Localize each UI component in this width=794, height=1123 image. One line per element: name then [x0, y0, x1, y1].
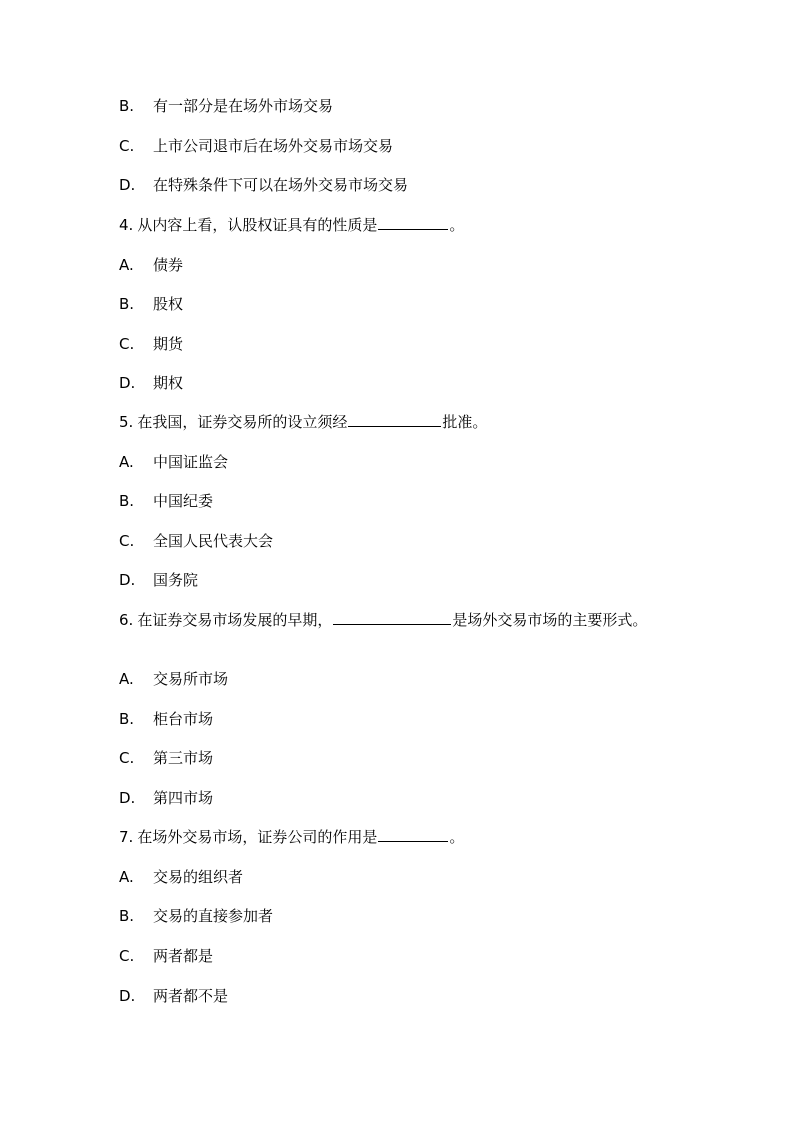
option-text: 在特殊条件下可以在场外交易市场交易	[153, 176, 409, 194]
option-letter: A.	[119, 453, 134, 471]
option-letter: D.	[119, 789, 136, 807]
q6-option-d	[119, 788, 213, 808]
q5-option-a	[119, 452, 228, 472]
option-text: 交易所市场	[153, 670, 229, 688]
option-text: 中国证监会	[153, 453, 229, 471]
answer-blank	[378, 215, 448, 230]
question-number: 5.	[119, 413, 134, 431]
option-text: 两者都是	[153, 947, 214, 965]
question-text-after: 。	[449, 216, 465, 234]
q7-option-c	[119, 946, 213, 966]
q4-option-c	[119, 334, 183, 354]
answer-blank	[333, 610, 451, 625]
option-letter: D.	[119, 571, 136, 589]
option-letter: B.	[119, 295, 135, 313]
option-text: 交易的直接参加者	[153, 907, 274, 925]
option-text: 全国人民代表大会	[153, 532, 274, 550]
question-text-before: 在我国，证券交易所的设立须经	[137, 413, 348, 431]
option-letter: B.	[119, 97, 135, 115]
q7-option-a	[119, 867, 243, 887]
question-text-after: 。	[449, 828, 465, 846]
q5-option-c	[119, 531, 273, 551]
option-text: 股权	[153, 295, 184, 313]
question-7	[119, 827, 464, 847]
option-letter: A.	[119, 670, 134, 688]
option-text: 期权	[153, 374, 184, 392]
option-text: 上市公司退市后在场外交易市场交易	[153, 137, 394, 155]
question-text-before: 在证券交易市场发展的早期，	[137, 611, 333, 629]
q4-option-a	[119, 255, 183, 275]
option-letter: A.	[119, 868, 134, 886]
question-text-after: 是场外交易市场的主要形式。	[452, 611, 648, 629]
option-text: 交易的组织者	[153, 868, 244, 886]
q6-option-a	[119, 669, 228, 689]
option-letter: C.	[119, 532, 135, 550]
question-text-before: 在场外交易市场，证券公司的作用是	[137, 828, 378, 846]
option-text: 柜台市场	[153, 710, 214, 728]
option-text: 国务院	[153, 571, 199, 589]
option-letter: D.	[119, 176, 136, 194]
option-text: 期货	[153, 335, 184, 353]
q7-option-d	[119, 986, 228, 1006]
answer-blank	[348, 412, 441, 427]
option-text: 有一部分是在场外市场交易	[153, 97, 334, 115]
option-text: 债券	[153, 256, 184, 274]
option-text: 第三市场	[153, 749, 214, 767]
option-letter: D.	[119, 987, 136, 1005]
q4-option-b	[119, 294, 183, 314]
question-6	[119, 610, 659, 630]
option-text: 两者都不是	[153, 987, 229, 1005]
option-letter: A.	[119, 256, 134, 274]
q3-option-d	[119, 175, 408, 195]
option-letter: C.	[119, 947, 135, 965]
option-letter: C.	[119, 749, 135, 767]
option-text: 第四市场	[153, 789, 214, 807]
q3-option-c	[119, 136, 393, 156]
q5-option-b	[119, 491, 213, 511]
option-letter: C.	[119, 137, 135, 155]
q3-option-b	[119, 96, 333, 116]
option-text: 中国纪委	[153, 492, 214, 510]
question-text-after: 批准。	[442, 413, 488, 431]
question-number: 7.	[119, 828, 134, 846]
question-text-before: 从内容上看，认股权证具有的性质是	[137, 216, 378, 234]
q6-option-c	[119, 748, 213, 768]
q5-option-d	[119, 570, 198, 590]
option-letter: B.	[119, 710, 135, 728]
option-letter: B.	[119, 907, 135, 925]
option-letter: C.	[119, 335, 135, 353]
answer-blank	[378, 827, 448, 842]
question-number: 6.	[119, 611, 134, 629]
question-4	[119, 215, 464, 235]
question-number: 4.	[119, 216, 134, 234]
q4-option-d	[119, 373, 183, 393]
option-letter: B.	[119, 492, 135, 510]
q7-option-b	[119, 906, 273, 926]
option-letter: D.	[119, 374, 136, 392]
q6-option-b	[119, 709, 213, 729]
question-5	[119, 412, 487, 432]
